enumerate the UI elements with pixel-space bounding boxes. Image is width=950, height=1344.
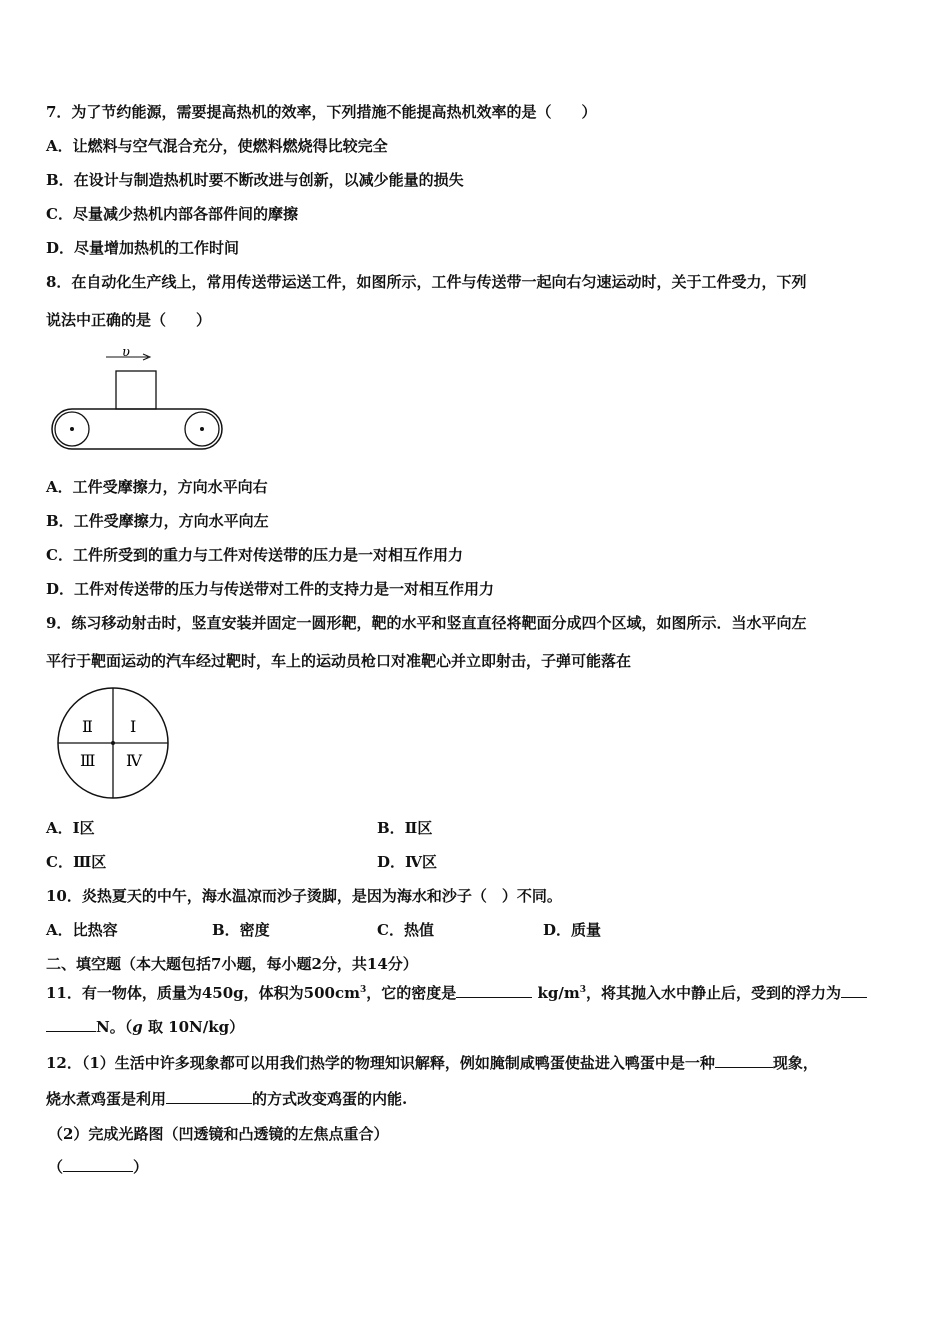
q12-part2-prompt: （2）完成光路图（凹透镜和凸透镜的左焦点重合） — [48, 1125, 389, 1143]
density-blank[interactable] — [456, 982, 532, 998]
method-blank[interactable] — [166, 1088, 252, 1104]
conveyor-belt-figure — [50, 340, 226, 456]
q9-option-d: D．Ⅳ区 — [377, 853, 438, 871]
q10-option-c: C．热值 — [377, 921, 434, 939]
q8-stem-line2: 说法中正确的是（ ） — [46, 311, 212, 329]
q11-part1: 11．有一物体，质量为450g，体积为500cm — [46, 984, 360, 1002]
q8-stem-line1: 8．在自动化生产线上，常用传送带运送工件，如图所示，工件与传送带一起向右匀速运动时，关于工件受力，下列 — [46, 273, 807, 291]
q8-option-a: A．工件受摩擦力，方向水平向右 — [46, 478, 268, 496]
belt — [52, 409, 222, 449]
buoyancy-blank-part2[interactable] — [46, 1016, 96, 1032]
target-center — [111, 741, 115, 745]
q11-g: g — [132, 1018, 143, 1036]
q12-part4: 的方式改变鸡蛋的内能. — [252, 1090, 408, 1108]
q11-part3: kg/m — [532, 984, 580, 1002]
q10-option-a: A．比热容 — [46, 921, 118, 939]
q12-close-paren: ） — [133, 1158, 149, 1176]
velocity-label: υ — [122, 345, 130, 360]
q7-stem: 7．为了节约能源，需要提高热机的效率，下列措施不能提高热机效率的是（ ） — [46, 103, 597, 121]
q8-option-b: B．工件受摩擦力，方向水平向左 — [46, 512, 269, 530]
q9-option-c: C．Ⅲ区 — [46, 853, 107, 871]
q11-part6: 取 10N/kg） — [142, 1018, 245, 1036]
q9-stem-line2: 平行于靶面运动的汽车经过靶时，车上的运动员枪口对准靶心并立即射击，子弹可能落在 — [46, 652, 632, 670]
q12-line2 — [46, 1088, 407, 1109]
phenomenon-blank[interactable] — [715, 1052, 773, 1068]
q7-option-a: A．让燃料与空气混合充分，使燃料燃烧得比较完全 — [46, 137, 388, 155]
workpiece — [116, 371, 156, 409]
q12-part2: 现象， — [772, 1054, 818, 1072]
region-1-label: Ⅰ — [130, 717, 137, 736]
q9-option-a: A．Ⅰ区 — [46, 819, 95, 837]
q9-stem-line1: 9．练习移动射击时，竖直安装并固定一圆形靶，靶的水平和竖直直径将靶面分成四个区域，如图所示．当水平向左 — [46, 614, 807, 632]
q12-open-paren: （ — [48, 1158, 64, 1176]
q10-option-b: B．密度 — [212, 921, 270, 939]
region-2-label: Ⅱ — [82, 717, 93, 736]
q11-part5: N。（ — [96, 1018, 133, 1036]
q11-part4: ，将其抛入水中静止后，受到的浮力为 — [586, 984, 842, 1002]
q11-sup2: 3 — [579, 985, 587, 995]
q7-option-c: C．尽量减少热机内部各部件间的摩擦 — [46, 205, 298, 223]
q8-option-c: C．工件所受到的重力与工件对传送带的压力是一对相互作用力 — [46, 546, 463, 564]
q8-option-d: D．工件对传送带的压力与传送带对工件的支持力是一对相互作用力 — [46, 580, 495, 598]
q10-option-d: D．质量 — [543, 921, 602, 939]
q11-line1 — [46, 980, 867, 1003]
region-3-label: Ⅲ — [80, 751, 96, 770]
q11-part2: ，它的密度是 — [366, 984, 457, 1002]
q9-option-b: B．Ⅱ区 — [377, 819, 433, 837]
q12-line1 — [46, 1052, 818, 1073]
q7-option-b: B．在设计与制造热机时要不断改进与创新，以减少能量的损失 — [46, 171, 464, 189]
q7-option-d: D．尽量增加热机的工作时间 — [46, 239, 240, 257]
q12-answer-line — [48, 1156, 148, 1177]
region-4-label: Ⅳ — [126, 751, 142, 770]
light-path-blank[interactable] — [63, 1156, 133, 1172]
left-wheel-axle — [70, 427, 74, 431]
q12-part3: 烧水煮鸡蛋是利用 — [46, 1090, 167, 1108]
q10-stem: 10．炎热夏天的中午，海水温凉而沙子烫脚，是因为海水和沙子（ ）不同。 — [46, 887, 562, 905]
target-figure — [52, 686, 176, 802]
right-wheel-axle — [200, 427, 204, 431]
q12-part1: 12．（1）生活中许多现象都可以用我们热学的物理知识解释，例如腌制咸鸭蛋使盐进入鸭蛋中是一种 — [46, 1054, 715, 1072]
q11-line2 — [46, 1016, 244, 1037]
buoyancy-blank-part1[interactable] — [841, 982, 867, 998]
section-2-heading: 二、填空题（本大题包括7小题，每小题2分，共14分） — [46, 955, 418, 973]
q11-sup1: 3 — [360, 985, 367, 995]
